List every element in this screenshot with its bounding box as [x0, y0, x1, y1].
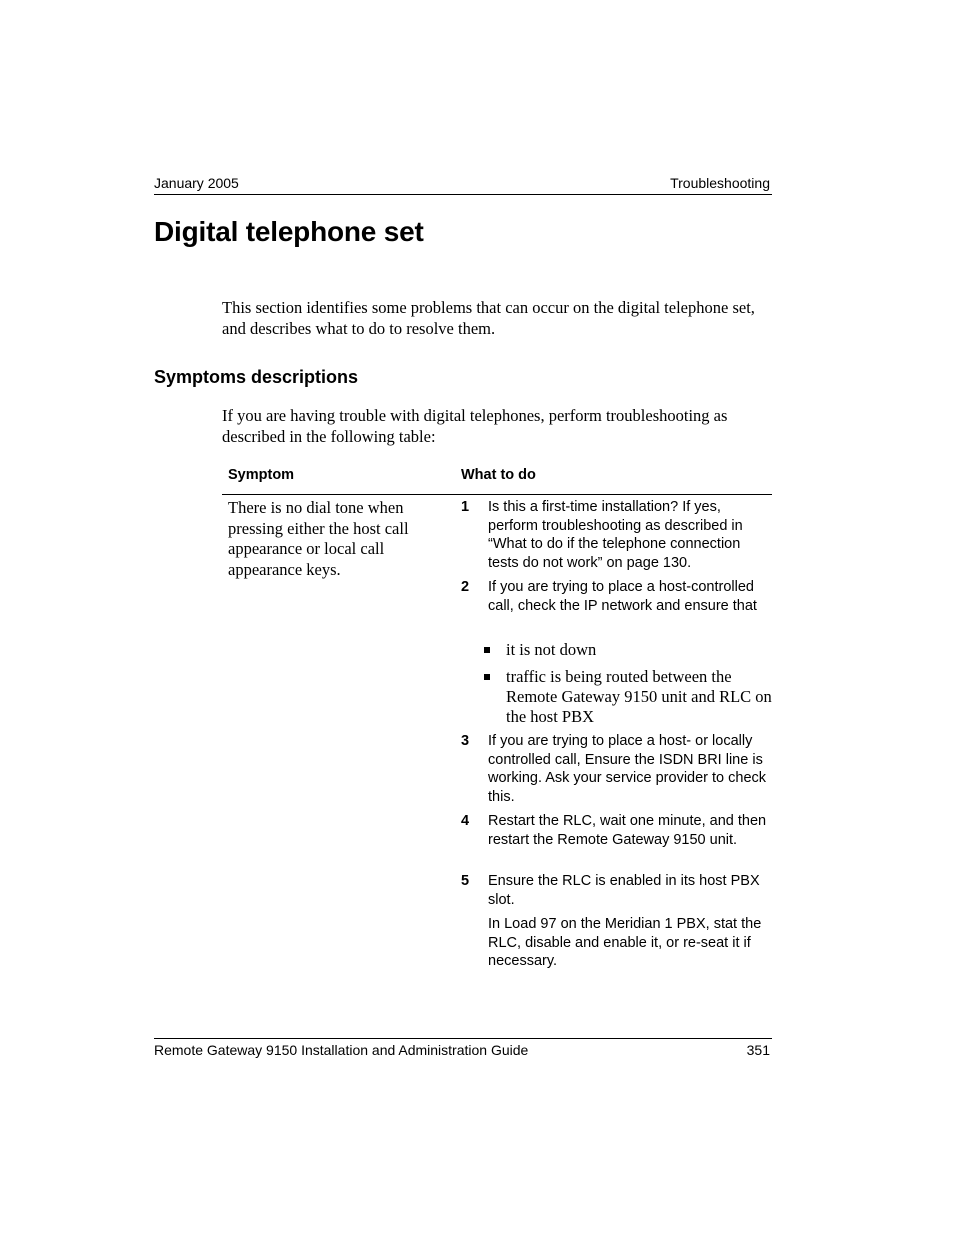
step-text: Is this a first-time installation? If yes, perform troubleshooting as described in “What to do if the telephone connection tests do not work” on page 130. [488, 499, 743, 572]
header-rule [154, 194, 772, 195]
step-text: Ensure the RLC is enabled in its host PBX slot. [488, 873, 760, 908]
step-text: If you are trying to place a host-controlled call, check the IP network and ensure that [488, 579, 757, 614]
bullet-text: it is not down [506, 640, 597, 659]
step-number: 5 [461, 873, 470, 889]
header-section: Troubleshooting [670, 175, 770, 191]
step-number: 4 [461, 813, 470, 829]
table-header-rule [222, 494, 772, 495]
column-header-symptom: Symptom [228, 467, 295, 483]
step-number: 3 [461, 733, 470, 749]
bullet-square-icon [484, 647, 490, 653]
step-number: 1 [461, 499, 470, 515]
footer-guide-title: Remote Gateway 9150 Installation and Administration Guide [154, 1042, 529, 1058]
bullet-text: traffic is being routed between the Remote Gateway 9150 unit and RLC on the host PBX [506, 667, 772, 726]
footer-rule [154, 1038, 772, 1039]
page-title: Digital telephone set [154, 216, 424, 247]
column-header-what-to-do: What to do [461, 467, 536, 483]
step-number: 2 [461, 579, 470, 595]
page-number: 351 [746, 1042, 770, 1058]
symptom-cell: There is no dial tone when pressing either the host call appearance or local call appearance keys. [228, 498, 409, 579]
lead-paragraph: If you are having trouble with digital telephones, perform troubleshooting as described in the following table: [222, 406, 728, 446]
step-text: If you are trying to place a host- or locally controlled call, Ensure the ISDN BRI line is working. Ask your service provider to check this. [488, 733, 767, 806]
bullet-square-icon [484, 674, 490, 680]
section-subheading: Symptoms descriptions [154, 367, 359, 387]
intro-paragraph: This section identifies some problems that can occur on the digital telephone set, and describes what to do to resolve them. [222, 298, 755, 338]
header-date: January 2005 [154, 175, 239, 191]
step-note: In Load 97 on the Meridian 1 PBX, stat the RLC, disable and enable it, or re-seat it if necessary. [488, 916, 762, 970]
step-text: Restart the RLC, wait one minute, and then restart the Remote Gateway 9150 unit. [488, 813, 767, 848]
